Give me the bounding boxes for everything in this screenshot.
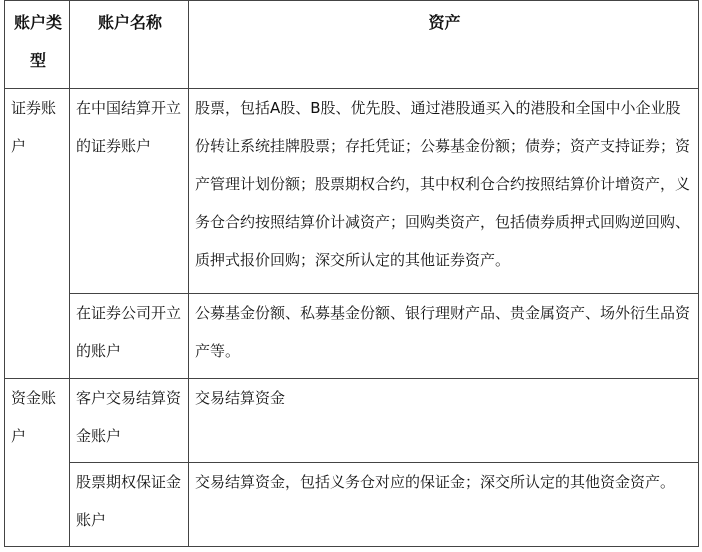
- header-assets: [189, 1, 699, 89]
- account-name-cell: [70, 463, 189, 547]
- account-type-funds: 资金账户: [11, 389, 57, 445]
- header-row: [5, 1, 699, 89]
- account-name: 在中国结算开立的证券账户: [76, 99, 182, 155]
- assets-text: 股票，包括A股、B股、优先股、通过港股通买入的港股和全国中小企业股份转让系统挂牌股票；存托凭证；公募基金份额；债券；资产支持证券；资产管理计划份额；股票期权合约，其中权利仓合约按照结算价计增资产，义务仓合约按照结算价计减资产；回购类资产，包括债券质押式回购逆回购、质押式报价回购；深交所认定的其他证券资产。: [195, 99, 691, 269]
- account-name-cell: [70, 89, 189, 294]
- table-row: [5, 294, 699, 379]
- header-account-type-label: 账户类型: [13, 13, 62, 70]
- asset-table: [4, 0, 699, 547]
- header-account-name: [70, 1, 189, 89]
- assets-cell: [189, 89, 699, 294]
- header-assets-label: 资产: [428, 13, 461, 32]
- assets-cell: [189, 379, 699, 463]
- assets-cell: [189, 463, 699, 547]
- account-type-securities: 证券账户: [11, 99, 57, 155]
- table-row: [5, 89, 699, 294]
- account-name: 客户交易结算资金账户: [76, 389, 182, 445]
- account-type-cell: [5, 379, 70, 547]
- account-name: 股票期权保证金账户: [76, 473, 182, 529]
- header-account-type: [5, 1, 70, 89]
- header-account-name-label: 账户名称: [97, 13, 162, 32]
- account-type-cell: [5, 89, 70, 379]
- table-row: [5, 379, 699, 463]
- assets-cell: [189, 294, 699, 379]
- assets-text: 公募基金份额、私募基金份额、银行理财产品、贵金属资产、场外衍生品资产等。: [195, 304, 691, 360]
- account-name: 在证券公司开立的账户: [76, 304, 182, 360]
- account-name-cell: [70, 379, 189, 463]
- assets-text: 交易结算资金，包括义务仓对应的保证金；深交所认定的其他资金资产。: [195, 473, 676, 491]
- assets-text: 交易结算资金: [195, 389, 286, 407]
- account-name-cell: [70, 294, 189, 379]
- table-row: [5, 463, 699, 547]
